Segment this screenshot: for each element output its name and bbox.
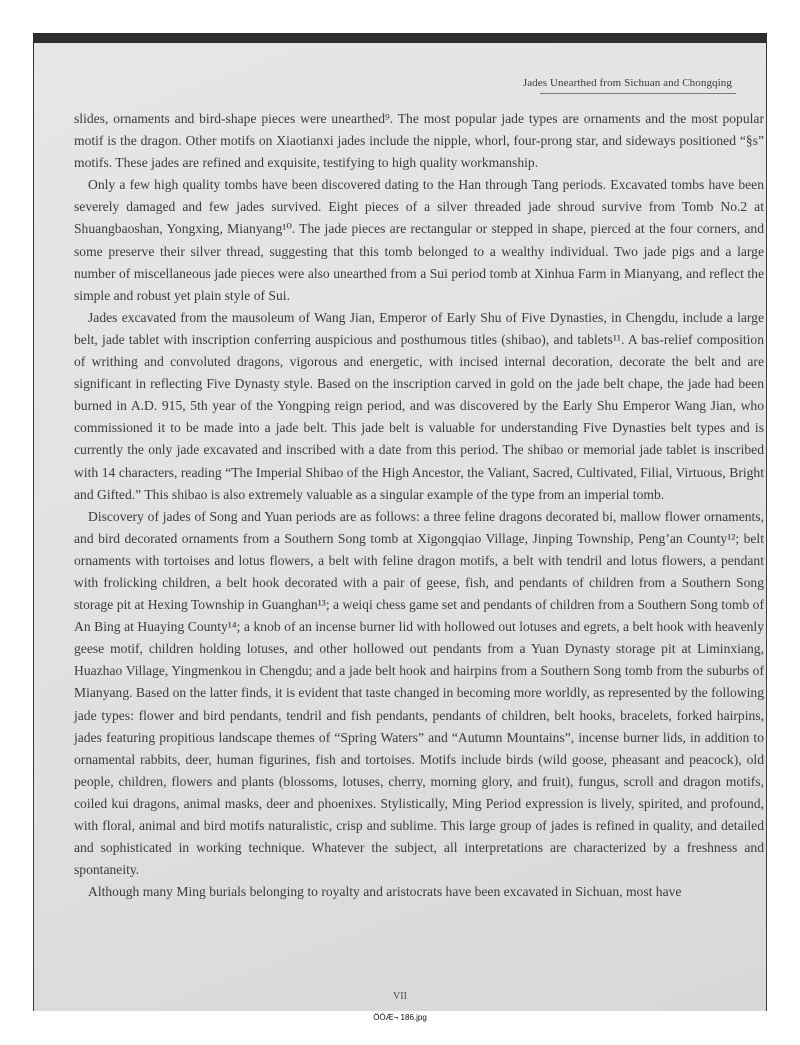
paragraph-4: Discovery of jades of Song and Yuan periods are as follows: a three feline dragons decorated bi, mallow flower ornaments, and bird decorated ornaments from a Southern Song tomb at Xigongqiao Village, Jinping Township, Peng’an County¹²; belt ornaments with tortoises and lotus flowers, a belt with feline dragon motifs, a belt with tendril and lotus flowers, a pendant with frolicking children, a belt hook decorated with a pair of geese, fish, and pendants of children from a Southern Song storage pit at Hexing Township in Guanghan¹³; a weiqi chess game set and pendants of children from a Southern Song tomb of An Bing at Huaying County¹⁴; a knob of an incense burner lid with hollowed out lotuses and egrets, a belt hook with heavenly geese motif, children holding lotuses, and other hollowed out pendants from a Yuan Dynasty storage pit at Liminxiang, Huazhao Village, Yingmenkou in Chengdu; and a jade belt hook and hairpins from a Southern Song tomb from the suburbs of Mianyang. Based on the latter finds, it is evident that taste changed in becoming more worldly, as represented by the following jade types: flower and bird pendants, tendril and fish pendants, pendants of children, belt hooks, bracelets, forked hairpins, jades featuring propitious landscape themes of “Spring Waters” and “Autumn Mountains”, incense burner lids, in addition to ornamental rabbits, deer, human figurines, fish and tortoises. Motifs include birds (wild goose, pheasant and peacock), old people, children, flowers and plants (blossoms, lotuses, cherry, morning glory, and fruit), fungus, scroll and dragon motifs, coiled kui dragons, animal masks, deer and phoenixes. Stylistically, Ming Period expression is lively, spirited, and profound, with floral, animal and bird motifs naturalistic, crisp and sublime. This large group of jades is refined in quality, and detailed and sophisticated in working technique. Whatever the subject, all interpretations are characterized by a freshness and spontaneity. xyxy=(74,508,764,878)
paragraph-3: Jades excavated from the mausoleum of Wang Jian, Emperor of Early Shu of Five Dynasties, in Chengdu, include a large belt, jade tablet with inscription conferring auspicious and posthumous titles (shibao), and tablets¹¹. A bas-relief composition of writhing and convoluted dragons, vigorous and energetic, with incised internal decoration, decorate the belt and are significant in reflecting Five Dynasty style. Based on the inscription carved in gold on the jade belt chape, the jade had been burned in A.D. 915, 5th year of the Yongping reign period, and was discovered by the Early Shu Emperor Wang Jian, who commissioned it to be made into a jade belt. This jade belt is valuable for understanding Five Dynasties belt types and is currently the only jade excavated and inscribed with a date from this period. The shibao or memorial jade tablet is inscribed with 14 characters, reading “The Imperial Shibao of the High Ancestor, the Valiant, Sacred, Cultivated, Filial, Virtuous, Bright and Gifted.” This shibao is also extremely valuable as a singular example of the type from an imperial tomb. xyxy=(74,309,764,502)
header-rule xyxy=(540,93,736,94)
paragraph-5: Although many Ming burials belonging to royalty and aristocrats have been excavated in Sichuan, most have xyxy=(88,884,682,900)
running-head: Jades Unearthed from Sichuan and Chongqing xyxy=(522,77,732,89)
paragraph-2: Only a few high quality tombs have been discovered dating to the Han through Tang periods. Excavated tombs have been severely damaged and few jades survived. Eight pieces of a silver threaded jade shroud survive from Tomb No.2 at Shuangbaoshan, Yongxing, Mianyang¹⁰. The jade pieces are rectangular or stepped in shape, pierced at the four corners, and some preserve their silver thread, suggesting that this tomb belonged to a wealthy individual. Two jade pigs and a large number of miscellaneous jade pieces were also unearthed from a Sui period tomb at Xinhua Farm in Mianyang, and reflect the simple and robust yet plain style of Sui. xyxy=(74,177,764,303)
page-number: VII xyxy=(393,991,407,1002)
file-caption: ÖÓÆ¬ 186.jpg xyxy=(373,1013,427,1022)
paragraph-1: slides, ornaments and bird-shape pieces were unearthed⁹. The most popular jade types are ornaments and the most popular motif is the dragon. Other motifs on Xiaotianxi jades include the nipple, whorl, four-prong star, and sideways positioned “§s” motifs. These jades are refined and exquisite, testifying to high quality workmanship. xyxy=(74,111,764,171)
body-text xyxy=(74,108,764,903)
book-page xyxy=(34,43,766,1011)
